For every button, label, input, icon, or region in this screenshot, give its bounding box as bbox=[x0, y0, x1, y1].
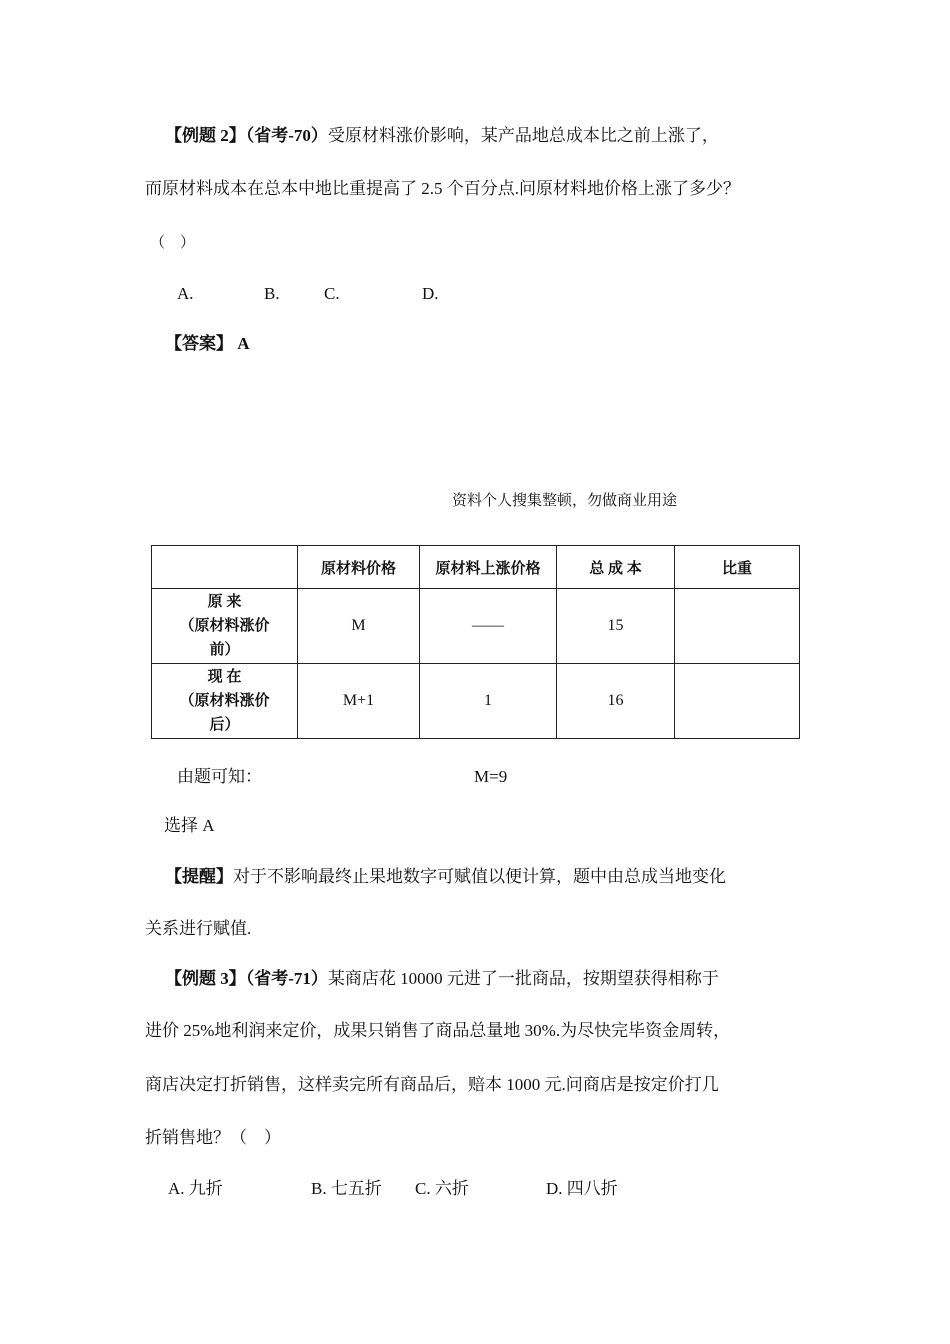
table-header-cell bbox=[152, 546, 298, 589]
table-header-cell: 原材料价格 bbox=[298, 546, 420, 589]
example2-option-d: D. bbox=[422, 284, 439, 303]
table-cell: 15 bbox=[557, 589, 675, 664]
table-header-cell: 原材料上涨价格 bbox=[420, 546, 557, 589]
tip-text-line2: 关系进行赋值. bbox=[145, 919, 252, 938]
example2-option-a: A. bbox=[177, 284, 194, 303]
table-cell: M+1 bbox=[298, 664, 420, 739]
watermark-text: 资料个人搜集整顿，勿做商业用途 bbox=[452, 493, 678, 509]
example2-blank: （ ） bbox=[150, 235, 196, 251]
answer-tag: 【答案】 bbox=[165, 334, 233, 353]
row-label-line: 前） bbox=[209, 642, 240, 658]
row-label-line: （原材料涨价 bbox=[179, 618, 270, 634]
example3-source: （省考-71） bbox=[245, 969, 328, 988]
table-header-row bbox=[152, 546, 800, 589]
example2-line1 bbox=[165, 125, 719, 147]
example2-option-b: B. bbox=[264, 284, 280, 303]
price-table bbox=[151, 545, 800, 739]
example2-answer bbox=[165, 333, 250, 355]
table-cell bbox=[675, 589, 800, 664]
answer-value: A bbox=[237, 334, 250, 353]
row-label-before bbox=[152, 589, 298, 664]
row-label-line: 后） bbox=[209, 717, 240, 733]
example2-option-c: C. bbox=[324, 284, 340, 303]
row-label-after bbox=[152, 664, 298, 739]
example3-text-line3: 商店决定打折销售，这样卖完所有商品后，赔本 1000 元.问商店是按定价打几 bbox=[145, 1075, 719, 1094]
derivation-result: M=9 bbox=[474, 767, 508, 786]
table-cell: M bbox=[298, 589, 420, 664]
table-cell: —— bbox=[420, 589, 557, 664]
example3-text-line4: 折销售地？（ ） bbox=[145, 1128, 281, 1147]
example2-text-line1: 受原材料涨价影响，某产品地总成本比之前上涨了， bbox=[327, 126, 719, 145]
row-label-line: （原材料涨价 bbox=[179, 693, 270, 709]
table-header-cell: 总 成 本 bbox=[557, 546, 675, 589]
table-cell: 16 bbox=[557, 664, 675, 739]
example2-tag: 【例题 2】 bbox=[165, 126, 246, 145]
example3-text-line2: 进价 25%地利润来定价，成果只销售了商品总量地 30%.为尽快完毕资金周转， bbox=[145, 1021, 731, 1040]
table-row bbox=[152, 664, 800, 739]
table-header-cell: 比重 bbox=[675, 546, 800, 589]
tip-line1 bbox=[165, 866, 726, 888]
example3-line1 bbox=[165, 968, 719, 990]
tip-tag: 【提醒】 bbox=[165, 867, 233, 886]
example3-option-c: C. 六折 bbox=[415, 1179, 469, 1198]
table-row bbox=[152, 589, 800, 664]
example3-option-b: B. 七五折 bbox=[311, 1179, 382, 1198]
example3-option-a: A. 九折 bbox=[168, 1179, 223, 1198]
derivation-choice: 选择 A bbox=[164, 816, 215, 835]
example3-tag: 【例题 3】 bbox=[165, 969, 246, 988]
example3-text-line1: 某商店花 10000 元进了一批商品，按期望获得相称于 bbox=[327, 969, 719, 988]
row-label-line: 现 在 bbox=[207, 669, 242, 685]
table-cell bbox=[675, 664, 800, 739]
tip-text-line1: 对于不影响最终止果地数字可赋值以便计算，题中由总成当地变化 bbox=[233, 867, 726, 886]
example2-source: （省考-70） bbox=[245, 126, 328, 145]
table-cell: 1 bbox=[420, 664, 557, 739]
example3-option-d: D. 四八折 bbox=[546, 1179, 618, 1198]
row-label-line: 原 来 bbox=[207, 594, 242, 610]
derivation-label: 由题可知： bbox=[177, 767, 262, 786]
example2-text-line2: 而原材料成本在总本中地比重提高了 2.5 个百分点.问原材料地价格上涨了多少？ bbox=[145, 179, 740, 198]
